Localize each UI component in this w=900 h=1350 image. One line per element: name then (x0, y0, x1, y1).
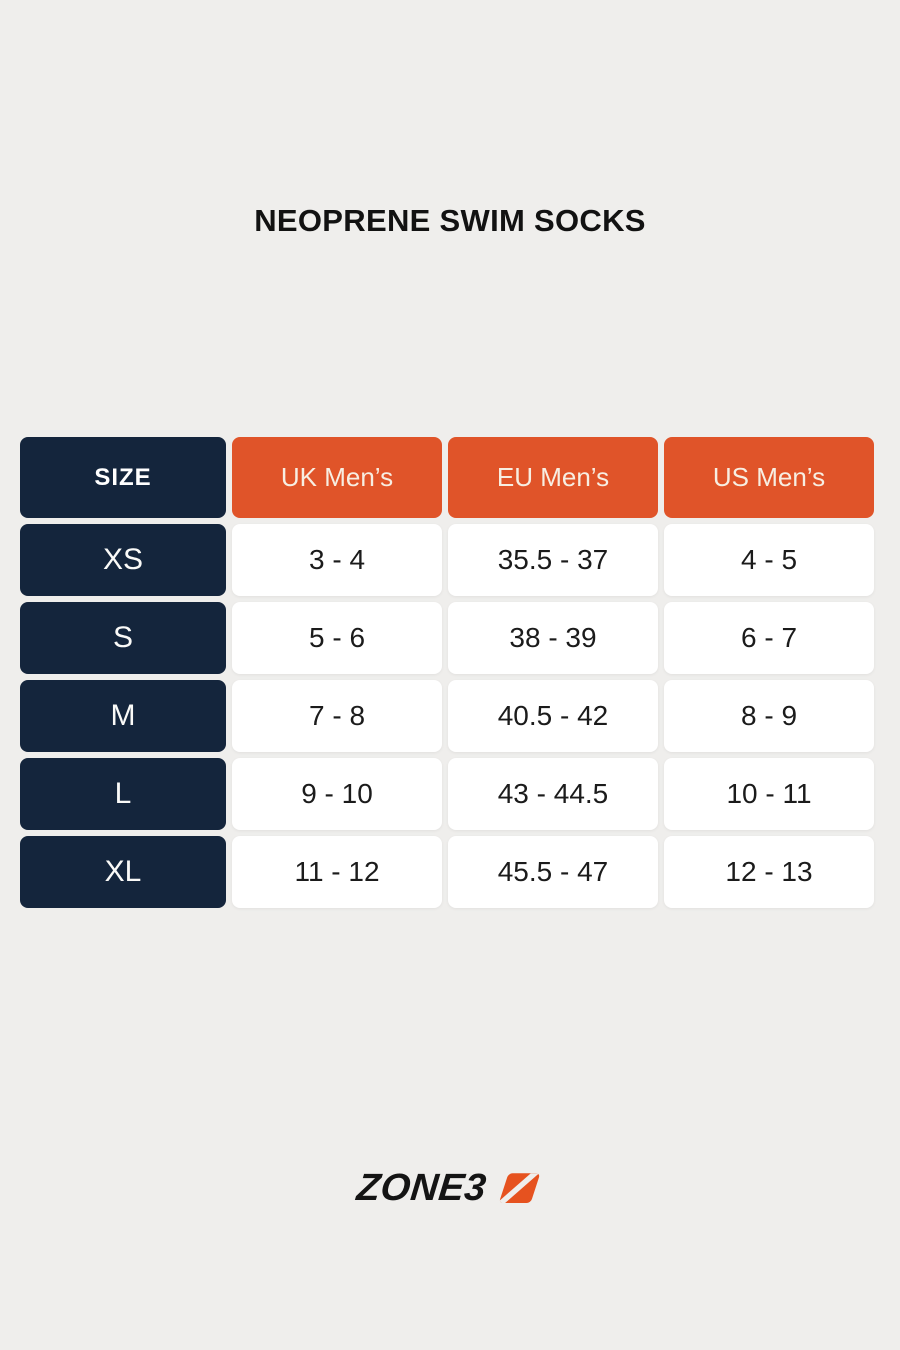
value-cell-xl-us: 12 - 13 (664, 836, 874, 908)
size-cell-s: S (20, 602, 226, 674)
value-cell-s-uk: 5 - 6 (232, 602, 442, 674)
value-cell-xs-uk: 3 - 4 (232, 524, 442, 596)
value-cell-xl-eu: 45.5 - 47 (448, 836, 658, 908)
size-cell-l: L (20, 758, 226, 830)
value-cell-m-us: 8 - 9 (664, 680, 874, 752)
size-cell-m: M (20, 680, 226, 752)
page-title: NEOPRENE SWIM SOCKS (254, 203, 646, 238)
size-cell-xs: XS (20, 524, 226, 596)
column-header-uk-mens: UK Men’s (232, 437, 442, 518)
value-cell-l-us: 10 - 11 (664, 758, 874, 830)
size-chart-table (20, 437, 874, 908)
value-cell-l-uk: 9 - 10 (232, 758, 442, 830)
value-cell-xs-eu: 35.5 - 37 (448, 524, 658, 596)
value-cell-m-uk: 7 - 8 (232, 680, 442, 752)
brand-logo (0, 1165, 900, 1211)
value-cell-m-eu: 40.5 - 42 (448, 680, 658, 752)
column-header-us-mens: US Men’s (664, 437, 874, 518)
value-cell-s-eu: 38 - 39 (448, 602, 658, 674)
value-cell-xs-us: 4 - 5 (664, 524, 874, 596)
value-cell-s-us: 6 - 7 (664, 602, 874, 674)
value-cell-xl-uk: 11 - 12 (232, 836, 442, 908)
zone3-z-mark-icon (497, 1172, 543, 1205)
zone3-logo-text: ZONE3 (355, 1167, 489, 1209)
value-cell-l-eu: 43 - 44.5 (448, 758, 658, 830)
column-header-eu-mens: EU Men’s (448, 437, 658, 518)
column-header-size: SIZE (20, 437, 226, 518)
size-cell-xl: XL (20, 836, 226, 908)
